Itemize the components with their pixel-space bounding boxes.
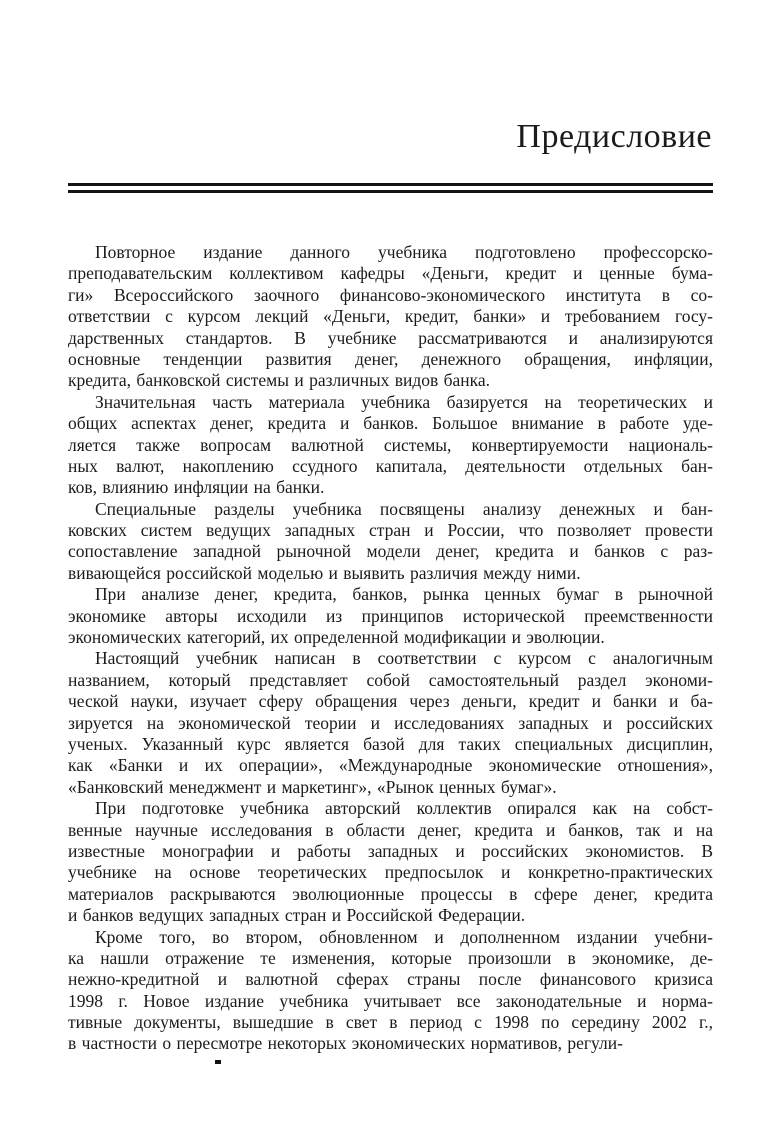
text-line: сопоставление западной рыночной модели денег, кредита и банков с раз- <box>68 541 713 562</box>
text-line: Специальные разделы учебника посвящены анализу денежных и бан- <box>95 498 713 519</box>
paragraph <box>68 392 713 499</box>
text-line: ученых. Указанный курс является базой для таких специальных дисциплин, <box>68 733 713 754</box>
paragraph <box>68 927 713 1055</box>
paragraph <box>68 798 713 926</box>
text-line: Значительная часть материала учебника базируется на теоретических и <box>95 391 713 412</box>
text-line: как «Банки и их операции», «Международные экономические отношения», <box>68 755 713 776</box>
text-line: венные научные исследования в области денег, кредита и банков, так и на <box>68 819 713 840</box>
text-line: ковских систем ведущих западных стран и России, что позволяет провести <box>68 520 713 541</box>
text-line: учебнике на основе теоретических предпосылок и конкретно-практических <box>68 862 713 883</box>
text-line: При подготовке учебника авторский коллектив опирался как на собст- <box>95 798 713 819</box>
text-line: ческой науки, изучает сферу обращения через деньги, кредит и банки и ба- <box>68 691 713 712</box>
text-line: ги» Всероссийского заочного финансово-экономического института в со- <box>68 284 713 305</box>
text-line: зируется на экономической теории и исследованиях западных и российских <box>68 712 713 733</box>
text-line: основные тенденции развития денег, денежного обращения, инфляции, <box>68 348 713 369</box>
text-line: вивающейся российской моделью и выявить различия между ними. <box>68 562 581 583</box>
text-line: экономических категорий, их определенной модификации и эволюции. <box>68 627 605 648</box>
text-line: ответствии с курсом лекций «Деньги, кредит, банки» и требованием госу- <box>68 306 713 327</box>
text-line: общих аспектах денег, кредита и банков. Большое внимание в работе уде- <box>68 413 713 434</box>
text-line: дарственных стандартов. В учебнике рассматриваются и анализируются <box>68 327 713 348</box>
text-line: ков, влиянию инфляции на банки. <box>68 477 325 498</box>
text-line: преподавательским коллективом кафедры «Деньги, кредит и ценные бума- <box>68 263 713 284</box>
text-line: 1998 г. Новое издание учебника учитывает все законодательные и норма- <box>68 990 713 1011</box>
text-line: кредита, банковской системы и различных видов банка. <box>68 370 491 391</box>
text-line: названием, который представляет собой самостоятельный раздел экономи- <box>68 669 713 690</box>
text-line: в частности о пересмотре некоторых экономических нормативов, регули- <box>68 1033 623 1054</box>
paragraph <box>68 584 713 648</box>
scan-artifact <box>215 1060 221 1064</box>
text-line: нежно-кредитной и валютной сферах страны после финансового кризиса <box>68 969 713 990</box>
text-line: Повторное издание данного учебника подготовлено профессорско- <box>95 242 713 262</box>
paragraph <box>68 242 713 392</box>
paragraph <box>68 499 713 585</box>
page-title: Предисловие <box>516 118 712 155</box>
text-line: материалов раскрываются эволюционные процессы в сфере денег, кредита <box>68 883 713 904</box>
text-line: ка нашли отражение те изменения, которые произошли в экономике, де- <box>68 947 713 968</box>
text-line: известные монографии и работы западных и российских экономистов. В <box>68 840 713 861</box>
text-line: ляется также вопросам валютной системы, конвертируемости националь- <box>68 434 713 455</box>
text-line: «Банковский менеджмент и маркетинг», «Рынок ценных бумаг». <box>68 776 557 797</box>
title-divider-double-rule <box>68 183 713 193</box>
text-line: тивные документы, вышедшие в свет в период с 1998 по середину 2002 г., <box>68 1012 713 1033</box>
paragraph <box>68 648 713 798</box>
text-line: Настоящий учебник написан в соответствии с курсом с аналогичным <box>95 648 713 669</box>
text-line: экономике авторы исходили из принципов исторической преемственности <box>68 605 713 626</box>
preface-text <box>68 242 713 1055</box>
text-line: При анализе денег, кредита, банков, рынка ценных бумаг в рыночной <box>95 584 713 605</box>
text-line: и банков ведущих западных стран и Российской Федерации. <box>68 905 526 926</box>
text-line: ных валют, накоплению ссудного капитала, деятельности отдельных бан- <box>68 455 713 476</box>
text-line: Кроме того, во втором, обновленном и дополненном издании учебни- <box>95 926 713 947</box>
